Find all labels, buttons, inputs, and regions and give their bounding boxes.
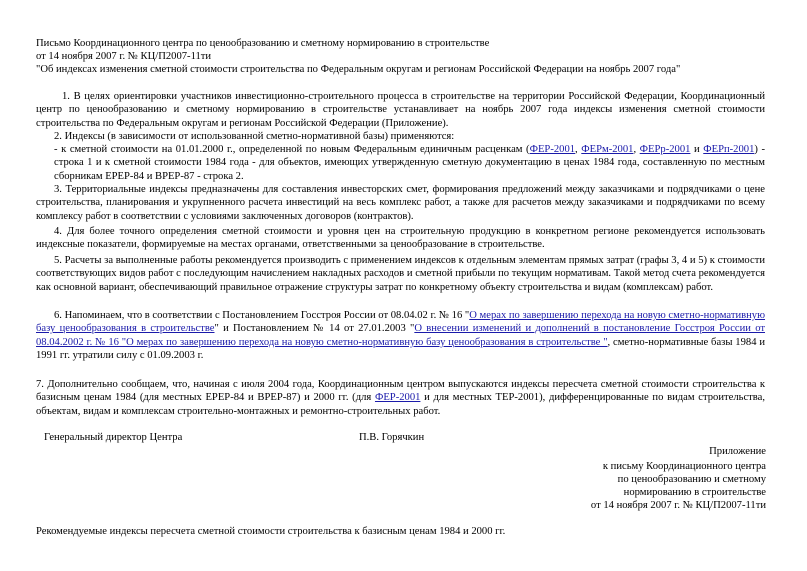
separator: , bbox=[575, 144, 582, 155]
paragraph-2a-pre: - к сметной стоимости на 01.01.2000 г., определенной по новым Федеральным единичным расценкам ( bbox=[54, 144, 530, 155]
letter-subject: "Об индексах изменения сметной стоимости строительства по Федеральным округам и регионам Российской Федерации на ноябрь 2007 года" bbox=[36, 64, 681, 75]
link-ferp-2001[interactable]: ФЕРп-2001 bbox=[703, 144, 755, 155]
appendix-line-4: нормированию в строительстве bbox=[623, 487, 766, 498]
link-postanovlenie-16[interactable]: О мерах по завершению перехода на новую сметно-нормативную базу ценообразования в строительстве bbox=[36, 310, 766, 335]
paragraph-7 bbox=[36, 378, 765, 418]
appendix-line-2: к письму Координационного центра bbox=[602, 461, 766, 472]
paragraph-4: 4. Для более точного определения сметной стоимости и уровня цен на строительную продукцию в конкретном регионе рекомендуется использовать индексные показатели, формируемые на местах органами, ответственными за ценообразование в строительстве. bbox=[36, 226, 765, 251]
paragraph-6-post: , сметно-нормативные базы 1984 и 1991 гг. утратили силу с 01.09.2003 г. bbox=[36, 336, 766, 361]
paragraph-6-pre: 6. Напоминаем, что в соответствии с Постановлением Госстроя России от 08.04.02 г. № 16 " bbox=[54, 310, 470, 321]
paragraph-2: 2. Индексы (в зависимости от использованной сметно-нормативной базы) применяются: bbox=[54, 131, 455, 142]
paragraph-6 bbox=[36, 309, 765, 362]
signature-name: П.В. Горячкин bbox=[359, 432, 425, 443]
appendix-line-3: по ценообразованию и сметному bbox=[617, 474, 766, 485]
paragraph-5: 5. Расчеты за выполненные работы рекомендуется производить с применением индексов к отдельным элементам прямых затрат (графы 3, 4 и 5) к стоимости соответствующих видов работ с последующим начислением накладных расходов и сметной прибыли по текущим нормативам. Такой метод счета рекомендуется как основной вариант, обеспечивающий правильное отражение структуры затрат по конкретному объекту строительства и видам (комплексам) работ. bbox=[36, 255, 765, 293]
separator: и bbox=[690, 144, 704, 155]
paragraph-2a-post: ) - строка 1 и к сметной стоимости 1984 года - для объектов, имеющих утвержденную сметную документацию в ценах 1984 года, составленную по местным сборникам ЕРЕР-84 и ВРЕР-87 - строка 2. bbox=[54, 144, 766, 182]
link-fer-2001[interactable]: ФЕР-2001 bbox=[529, 144, 576, 155]
paragraph-1: 1. В целях ориентировки участников инвестиционно-строительного процесса в строительстве на территории Российской Федерации, Координационный центр по ценообразованию и сметному нормированию в строительстве устанавливает на ноябрь 2007 года индексы изменения сметной стоимости строительства по Федеральным округам и регионам Российской Федерации (Приложение). bbox=[36, 91, 765, 129]
letter-title: Письмо Координационного центра по ценообразованию и сметному нормированию в строительстве bbox=[36, 38, 490, 49]
table-caption: Рекомендуемые индексы пересчета сметной стоимости строительства к базисным ценам 1984 и 2000 гг. bbox=[36, 526, 506, 537]
separator: , bbox=[633, 144, 640, 155]
paragraph-2a bbox=[36, 143, 765, 183]
paragraph-6-mid: " и Постановлением № 14 от 27.01.2003 " bbox=[214, 323, 415, 335]
paragraph-7-post: и для местных ТЕР-2001), дифференцированные по видам строительства, объектам, видам и комплексам строительно-монтажных и ремонтно-строительных работ. bbox=[36, 392, 765, 417]
letter-date-number: от 14 ноября 2007 г. № КЦ/П2007-11ти bbox=[36, 51, 212, 62]
appendix-label: Приложение bbox=[709, 446, 766, 457]
paragraph-7-pre: 7. Дополнительно сообщаем, что, начиная с июля 2004 года, Координационным центром выпускаются индексы пересчета сметной стоимости строительства к базисным ценам 1984 (для местных ЕРЕР-84 и ВРЕР-87) и 2000 гг. (для bbox=[36, 379, 765, 404]
link-fer-2001-p7[interactable]: ФЕР-2001 bbox=[374, 392, 421, 404]
link-postanovlenie-14[interactable]: О внесении изменений и дополнений в постановление Госстроя России от 08.04.2002 г. № 16 "О мерах по завершению перехода на новую сметно-нормативную базу ценообразования в строительстве " bbox=[36, 323, 765, 348]
signature-title: Генеральный директор Центра bbox=[44, 432, 183, 443]
link-ferr-2001[interactable]: ФЕРр-2001 bbox=[639, 144, 691, 155]
paragraph-3: 3. Территориальные индексы предназначены для составления инвесторских смет, формирования предложений между заказчиками и подрядчиками о цене строительства, планирования и укрупненного расчета инвестиций на весь комплекс работ, а также для расчетов между заказчиками и подрядчиками по всему комплексу работ в соответствии с условиями заключенных договоров (контрактов). bbox=[36, 184, 765, 222]
appendix-line-5: от 14 ноября 2007 г. № КЦ/П2007-11ти bbox=[590, 500, 766, 511]
link-ferm-2001[interactable]: ФЕРм-2001 bbox=[581, 144, 634, 155]
